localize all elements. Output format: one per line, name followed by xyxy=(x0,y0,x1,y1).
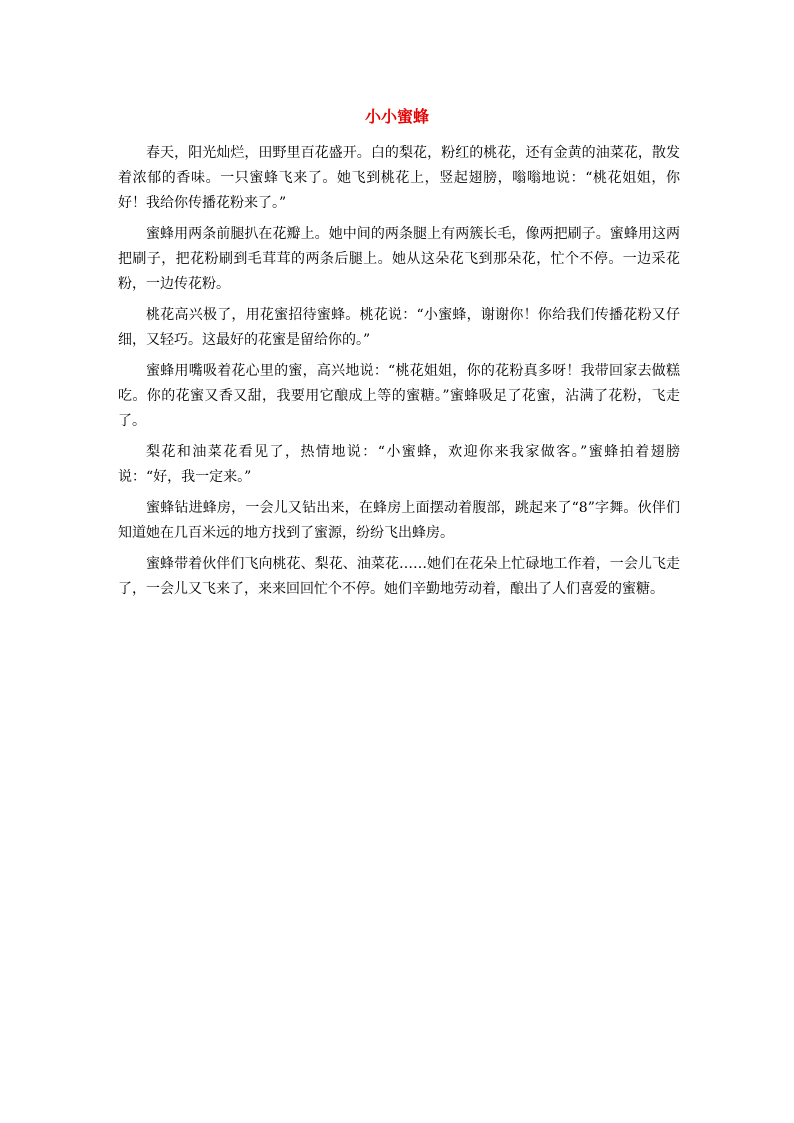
paragraph: 蜜蜂钻进蜂房，一会儿又钻出来，在蜂房上面摆动着腹部，跳起来了“8”字舞。伙伴们知道她在几百米远的地方找到了蜜源，纷纷飞出蜂房。 xyxy=(118,500,680,541)
paragraph: 梨花和油菜花看见了，热情地说：“小蜜蜂，欢迎你来我家做客。”蜜蜂拍着翅膀说：“好，我一定来。” xyxy=(118,444,680,485)
paragraph: 桃花高兴极了，用花蜜招待蜜蜂。桃花说：“小蜜蜂，谢谢你！你给我们传播花粉又仔细，又轻巧。这最好的花蜜是留给你的。” xyxy=(118,307,680,348)
paragraph: 蜜蜂用嘴吸着花心里的蜜，高兴地说：“桃花姐姐，你的花粉真多呀！我带回家去做糕吃。你的花蜜又香又甜，我要用它酿成上等的蜜糖。”蜜蜂吸足了花蜜，沾满了花粉，飞走了。 xyxy=(118,363,680,429)
document-title: 小小蜜蜂 xyxy=(364,107,429,126)
paragraph: 春天，阳光灿烂，田野里百花盛开。白的梨花，粉红的桃花，还有金黄的油菜花，散发着浓郁的香味。一只蜜蜂飞来了。她飞到桃花上，竖起翅膀，嗡嗡地说：“桃花姐姐，你好！我给你传播花粉来了。” xyxy=(118,145,680,211)
paragraph: 蜜蜂带着伙伴们飞向桃花、梨花、油菜花……她们在花朵上忙碌地工作着，一会儿飞走了，一会儿又飞来了，来来回回忙个不停。她们辛勤地劳动着，酿出了人们喜爱的蜜糖。 xyxy=(118,556,680,597)
document-body xyxy=(118,141,680,608)
paragraph: 蜜蜂用两条前腿扒在花瓣上。她中间的两条腿上有两簇长毛，像两把刷子。蜜蜂用这两把刷子，把花粉刷到毛茸茸的两条后腿上。她从这朵花飞到那朵花，忙个不停。一边采花粉，一边传花粉。 xyxy=(118,226,680,292)
